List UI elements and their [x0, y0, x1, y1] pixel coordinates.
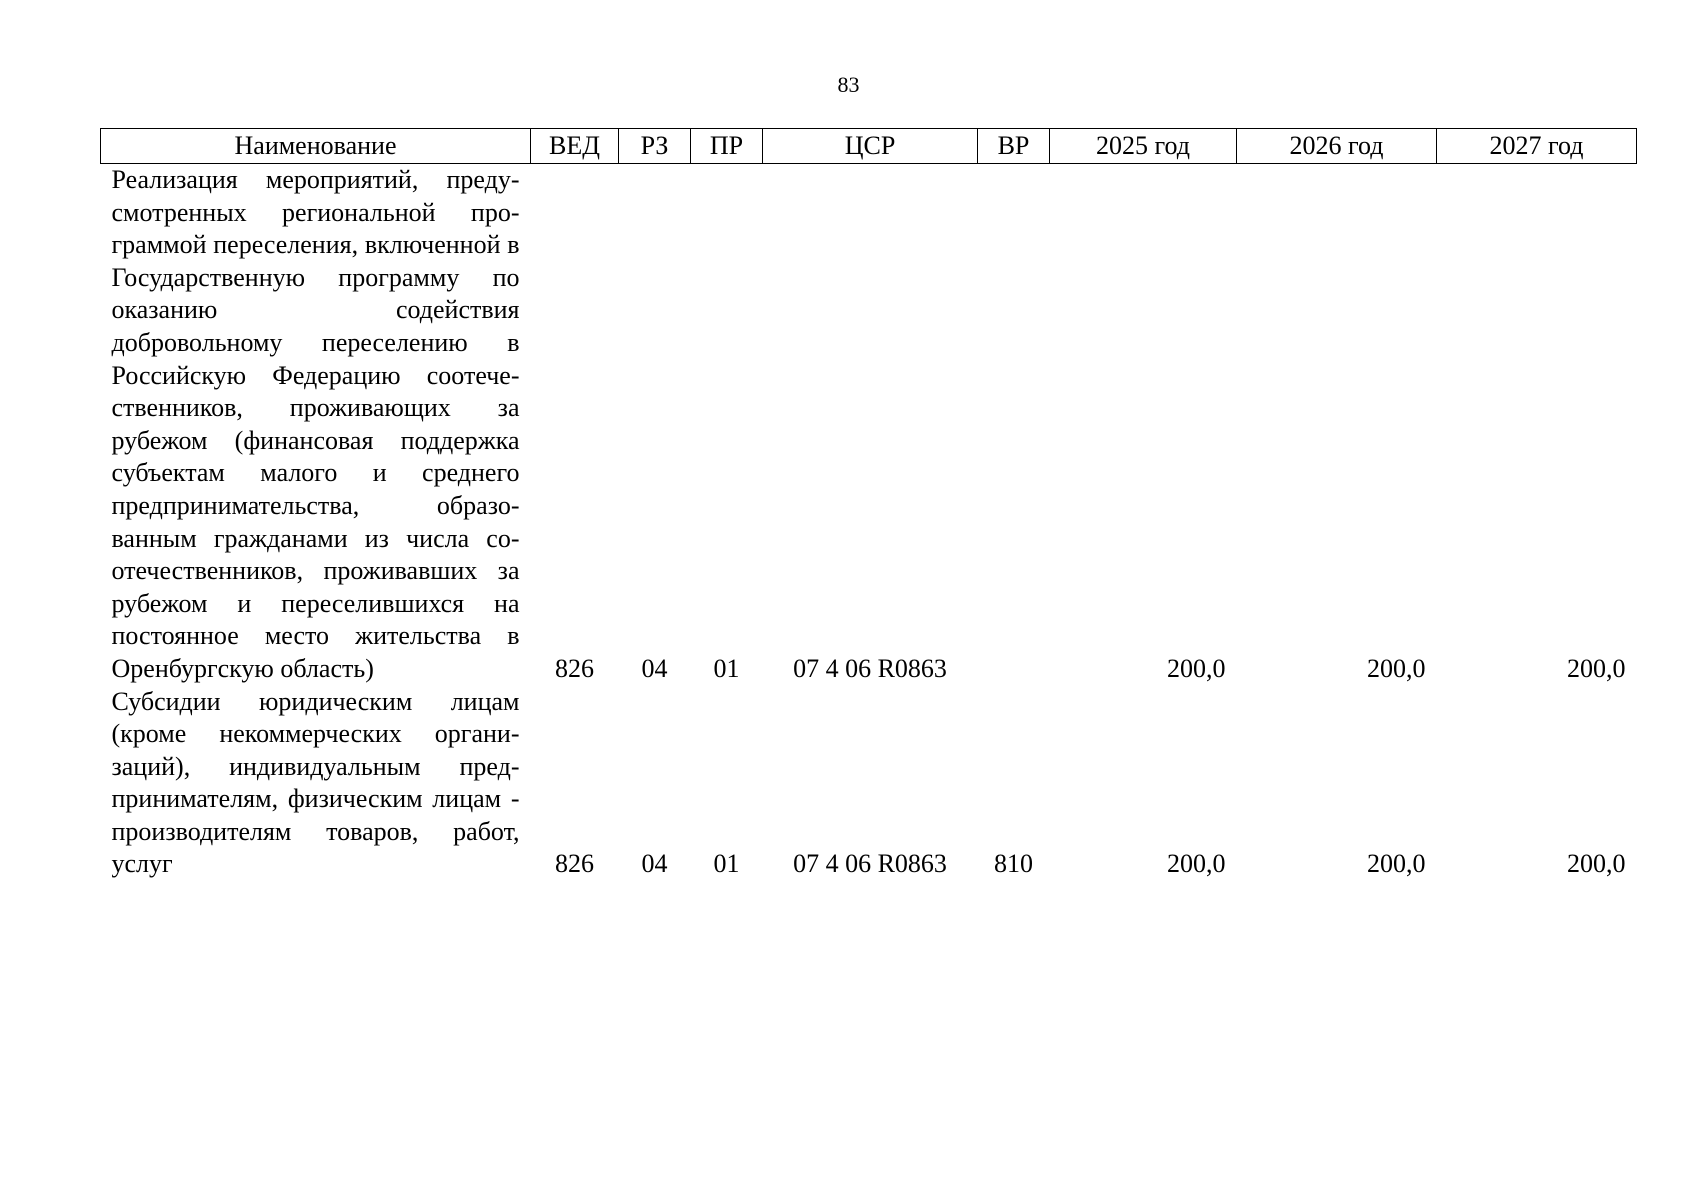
header-2026: 2026 год — [1237, 129, 1437, 164]
header-csr: ЦСР — [763, 129, 978, 164]
budget-table — [100, 128, 1637, 881]
row-name: Реализация мероприятий, предусмотренных региональной программой переселения, включенной в Государственную программу по оказанию содействия добровольному переселению в Российскую Федерацию соотечественников, проживающих за рубежом (финансовая поддержка субъектам малого и среднего предпринимательства, образованным гражданами из числа соотечественников, проживавших за рубежом и переселившихся на постоянное место жительства в Оренбургскую область) — [111, 165, 520, 683]
header-vr: ВР — [978, 129, 1050, 164]
row-2027: 200,0 — [1567, 849, 1626, 879]
row-2027: 200,0 — [1567, 653, 1626, 683]
row-rz: 04 — [641, 653, 668, 683]
table-header — [101, 129, 1637, 164]
header-2027: 2027 год — [1437, 129, 1637, 164]
row-ved: 826 — [555, 849, 594, 879]
row-2025: 200,0 — [1167, 653, 1226, 683]
row-csr: 07 4 06 R0863 — [793, 849, 947, 879]
row-pr: 01 — [713, 653, 740, 683]
header-ved: ВЕД — [531, 129, 619, 164]
row-vr — [978, 164, 1050, 686]
row-2026: 200,0 — [1367, 849, 1426, 879]
header-pr: ПР — [691, 129, 763, 164]
row-vr: 810 — [994, 849, 1033, 879]
row-pr: 01 — [713, 849, 740, 879]
row-2026: 200,0 — [1367, 653, 1426, 683]
header-2025: 2025 год — [1050, 129, 1237, 164]
row-name: Субсидии юридическим лицам (кроме некоммерческих организаций), индивидуальным предпринимателям, физическим лицам - производителям товаров, работ, услуг — [111, 686, 520, 879]
row-ved: 826 — [555, 653, 594, 683]
table-row — [101, 164, 1637, 686]
page-number: 83 — [837, 72, 860, 97]
row-rz: 04 — [641, 849, 668, 879]
header-name: Наименование — [101, 129, 531, 164]
table-row — [101, 686, 1637, 882]
row-csr: 07 4 06 R0863 — [793, 653, 947, 683]
row-2025: 200,0 — [1167, 849, 1226, 879]
header-rz: РЗ — [619, 129, 691, 164]
